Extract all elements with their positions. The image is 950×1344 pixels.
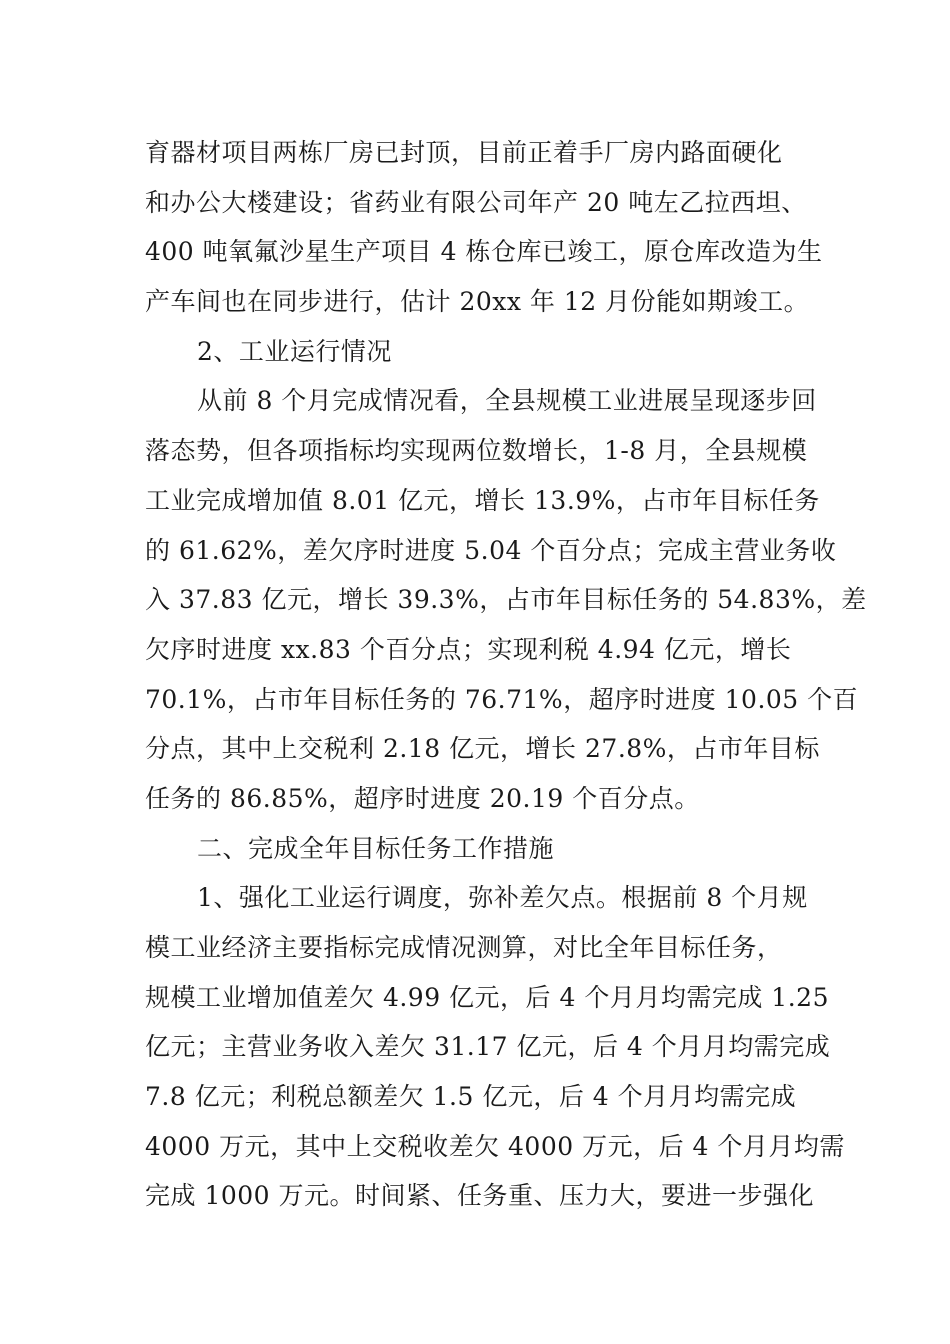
- text-line: 4000 万元，其中上交税收差欠 4000 万元，后 4 个月月均需: [145, 1131, 845, 1161]
- text-line: 从前 8 个月完成情况看，全县规模工业进展呈现逐步回: [197, 386, 817, 416]
- text-line: 70.1%，占市年目标任务的 76.71%，超序时进度 10.05 个百: [145, 684, 859, 714]
- text-line: 产车间也在同步进行，估计 20xx 年 12 月份能如期竣工。: [145, 287, 810, 317]
- text-line: 完成 1000 万元。时间紧、任务重、压力大，要进一步强化: [145, 1181, 815, 1211]
- text-line: 400 吨氧氟沙星生产项目 4 栋仓库已竣工，原仓库改造为生: [145, 237, 823, 267]
- text-line: 育器材项目两栋厂房已封顶，目前正着手厂房内路面硬化: [145, 138, 783, 167]
- section-heading: 二、完成全年目标任务工作措施: [197, 833, 555, 863]
- text-line: 1、强化工业运行调度，弥补差欠点。根据前 8 个月规: [197, 883, 808, 913]
- text-line: 落态势，但各项指标均实现两位数增长，1-8 月，全县规模: [145, 436, 808, 466]
- text-line: 模工业经济主要指标完成情况测算，对比全年目标任务，: [145, 933, 783, 962]
- text-line: 欠序时进度 xx.83 个百分点；实现利税 4.94 亿元，增长: [145, 634, 792, 664]
- document-body: [145, 128, 867, 1221]
- text-line: 和办公大楼建设；省药业有限公司年产 20 吨左乙拉西坦、: [145, 187, 807, 217]
- text-line: 规模工业增加值差欠 4.99 亿元，后 4 个月月均需完成 1.25: [145, 982, 829, 1012]
- text-line: 亿元；主营业务收入差欠 31.17 亿元，后 4 个月月均需完成: [145, 1032, 831, 1062]
- text-line: 入 37.83 亿元，增长 39.3%，占市年目标任务的 54.83%，差: [145, 585, 867, 615]
- section-heading: 2、工业运行情况: [197, 336, 392, 366]
- text-line: 分点，其中上交税利 2.18 亿元，增长 27.8%，占市年目标: [145, 734, 820, 764]
- text-line: 任务的 86.85%，超序时进度 20.19 个百分点。: [145, 783, 700, 813]
- text-line: 工业完成增加值 8.01 亿元，增长 13.9%，占市年目标任务: [145, 485, 820, 515]
- text-line: 7.8 亿元；利税总额差欠 1.5 亿元，后 4 个月月均需完成: [145, 1082, 797, 1112]
- text-line: 的 61.62%，差欠序时进度 5.04 个百分点；完成主营业务收: [145, 535, 837, 565]
